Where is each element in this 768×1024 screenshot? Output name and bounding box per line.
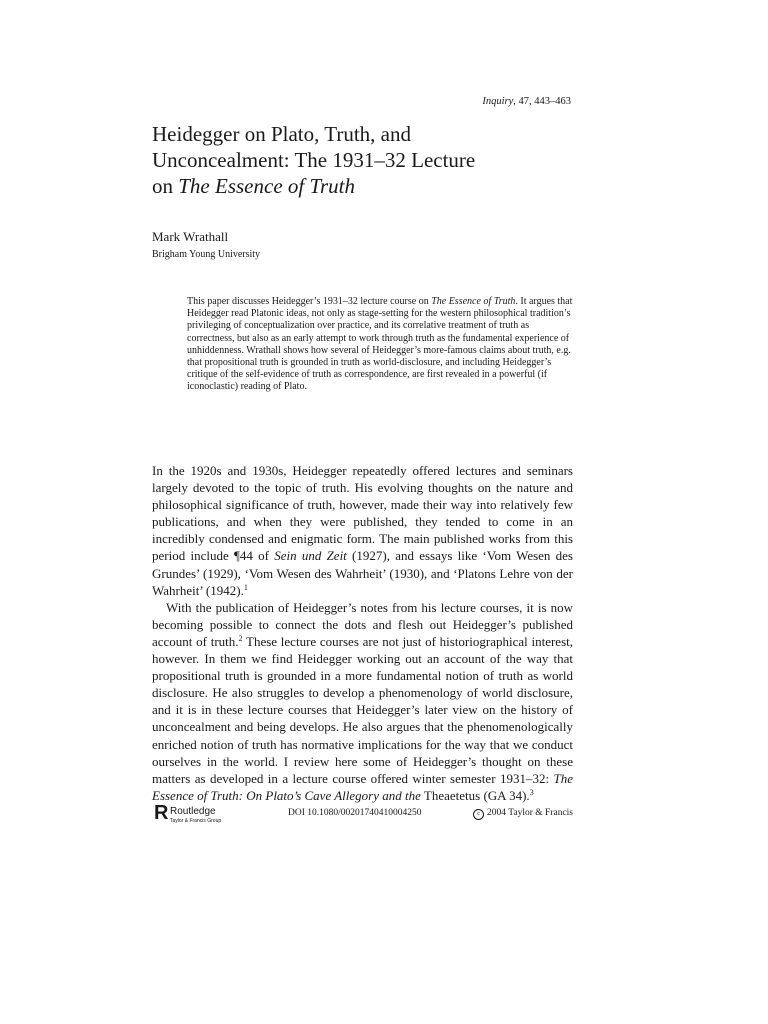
title-line-3-prefix: on: [152, 174, 179, 198]
paragraph-2: [152, 599, 573, 804]
paragraph-1-text-b: (1927), and essays like ‘Vom Wesen des Grundes’ (1929), ‘Vom Wesen des Wahrheit’ (1930), and ‘Platons Lehre von der Wahrheit’ (1942).: [152, 548, 573, 598]
journal-citation: [482, 96, 571, 107]
paragraph-2-text-c: (GA 34).: [480, 787, 530, 803]
copyright: [473, 808, 573, 820]
article-body: [152, 462, 573, 804]
title-line-1: Heidegger on Plato, Truth, and: [152, 122, 411, 146]
paragraph-2-italic-1: The Essence of Truth: On Plato’s Cave Allegory and the: [152, 770, 573, 803]
title-line-3-italic: The Essence of Truth: [178, 174, 355, 198]
author-name: Mark Wrathall: [152, 229, 229, 244]
publisher-name: Routledge: [170, 806, 216, 817]
abstract: [187, 296, 573, 394]
article-title: [152, 121, 592, 199]
paragraph-1: [152, 462, 573, 599]
abstract-part-1: This paper discusses Heidegger’s 1931–32 lecture course on: [187, 296, 432, 307]
publisher-group: Taylor & Francis Group: [170, 818, 222, 824]
title-line-2: Unconcealment: The 1931–32 Lecture: [152, 148, 476, 172]
paragraph-2-text-b: These lecture courses are not just of historiographical interest, however. In them we find Heidegger working out an account of the way that propositional truth is grounded in a more fundamental notion of truth as world disclosure. He also struggles to develop a phenomenology of world disclosure, and it is in these lecture courses that Heidegger’s later view on the history of unconcealment and being develops. He also argues that the phenomenologically enriched notion of truth has normative implications for the way that we conduct ourselves in the world. I review here some of Heidegger’s thought on these matters as developed in a lecture course offered winter semester 1931–32:: [152, 633, 573, 786]
footnote-ref-1: 1: [243, 582, 248, 592]
abstract-part-2: . It argues that Heidegger read Platonic ideas, not only as stage-setting for the western philosophical tradition’s privileging of conceptualization over practice, and its correlative treatment of truth as correctness, but also as an early attempt to work through truth as the fundamental experience of unhiddenness. Wrathall shows how several of Heidegger’s more-famous claims about truth, e.g. that propositional truth is grounded in truth as world-disclosure, and including Heidegger’s critique of the self-evidence of truth as correspondence, are first revealed in a powerful (if iconoclastic) reading of Plato.: [187, 296, 573, 393]
journal-name: Inquiry: [482, 96, 514, 107]
paragraph-1-text-a: In the 1920s and 1930s, Heidegger repeatedly offered lectures and seminars largely devoted to the topic of truth. His evolving thoughts on the nature and philosophical significance of truth, however, made their way into relatively few publications, and when they were published, they tended to come in an incredibly condensed and enigmatic form. The main published works from this period include ¶44 of: [152, 463, 573, 564]
routledge-logo: [152, 802, 232, 827]
author-affiliation: Brigham Young University: [152, 249, 261, 260]
page-footer: [152, 802, 573, 829]
abstract-italic: The Essence of Truth: [431, 296, 516, 307]
routledge-r-icon: R: [154, 802, 169, 824]
paragraph-2-theaetetus: Theaetetus: [423, 787, 481, 803]
journal-volume-pages: , 47, 443–463: [513, 96, 571, 107]
paragraph-1-italic: Sein und Zeit: [274, 548, 347, 564]
footnote-ref-2: 2: [238, 633, 243, 643]
copyright-icon: c: [473, 809, 484, 820]
doi: DOI 10.1080/00201740410004250: [288, 808, 422, 818]
copyright-text: 2004 Taylor & Francis: [487, 808, 573, 818]
footnote-ref-3: 3: [529, 787, 534, 797]
paragraph-2-text-a: With the publication of Heidegger’s notes from his lecture courses, it is now becoming possible to connect the dots and flesh out Heidegger’s published account of truth.: [152, 599, 573, 649]
